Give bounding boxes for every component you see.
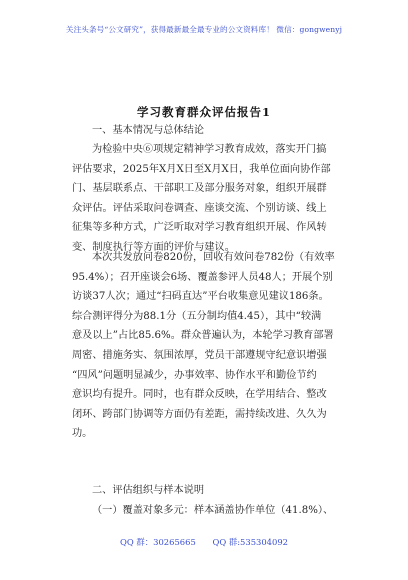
heading-text: 一、基本情况与总体结论 <box>92 125 205 136</box>
paragraph-line: 变、制度执行等方面的评价与建议。 <box>72 241 235 253</box>
paragraph-line: 功。 <box>72 428 93 440</box>
paragraph-line: 意及以上”占比85.6%。群众普遍认为，本轮学习教育部署 <box>72 330 334 342</box>
heading-text: 二、评估组织与样本说明 <box>92 485 205 496</box>
qq-group-1: QQ 群：30265665 <box>120 537 196 547</box>
section-heading-2 <box>72 481 350 501</box>
qq-group-2: QQ 群:535304092 <box>212 537 288 547</box>
paragraph-line: 为检验中央⑥项规定精神学习教育成效，落实开门搞 <box>92 144 327 155</box>
paragraph-line: 周密、措施务实、氛围浓厚，党员干部遵规守纪意识增强 <box>72 349 327 361</box>
paragraph-line: 本次共发放问卷820份，回收有效问卷782份（有效率 <box>92 252 335 263</box>
paragraph-line: 门、基层联系点、干部职工及部分服务对象，组织开展群 <box>72 183 327 195</box>
paragraph-line: 征集等多种方式，广泛听取对学习教育组织开展、作风转 <box>72 222 327 234</box>
footer-contacts <box>0 536 408 548</box>
paragraph-3 <box>72 501 350 521</box>
paragraph-1 <box>72 140 350 258</box>
paragraph-line: 综合测评得分为88.1分（五分制均值4.45），其中“较满 <box>72 310 322 322</box>
paragraph-line: 闭环、跨部门协调等方面仍有差距，需持续改进、久久为 <box>72 408 327 420</box>
paragraph-line: 评估要求，2025年X月X日至X月X日，我单位面向协作部 <box>72 163 331 175</box>
paragraph-line: 95.4%）；召开座谈会6场、覆盖参评人员48人；开展个别 <box>72 271 333 283</box>
paragraph-line: “四风”问题明显减少，办事效率、协作水平和勤俭节约 <box>72 369 317 381</box>
paragraph-line: （一）覆盖对象多元：样本涵盖协作单位（41.8%）、 <box>92 505 334 516</box>
document-title: 学习教育群众评估报告1 <box>136 105 271 119</box>
paragraph-line: 访谈37人次；通过“扫码直达”平台收集意见建议186条。 <box>72 291 329 303</box>
paragraph-line: 意识均有提升。同时，也有群众反映，在学用结合、整改 <box>72 389 327 401</box>
paragraph-line: 众评估。评估采取问卷调查、座谈交流、个别访谈、线上 <box>72 202 327 214</box>
paragraph-2 <box>72 248 350 444</box>
section-heading-1 <box>72 121 350 141</box>
header-banner: 关注头条号“公文研究”，获得最新最全最专业的公文资料库！ 微信：gongwenyj <box>65 25 343 34</box>
